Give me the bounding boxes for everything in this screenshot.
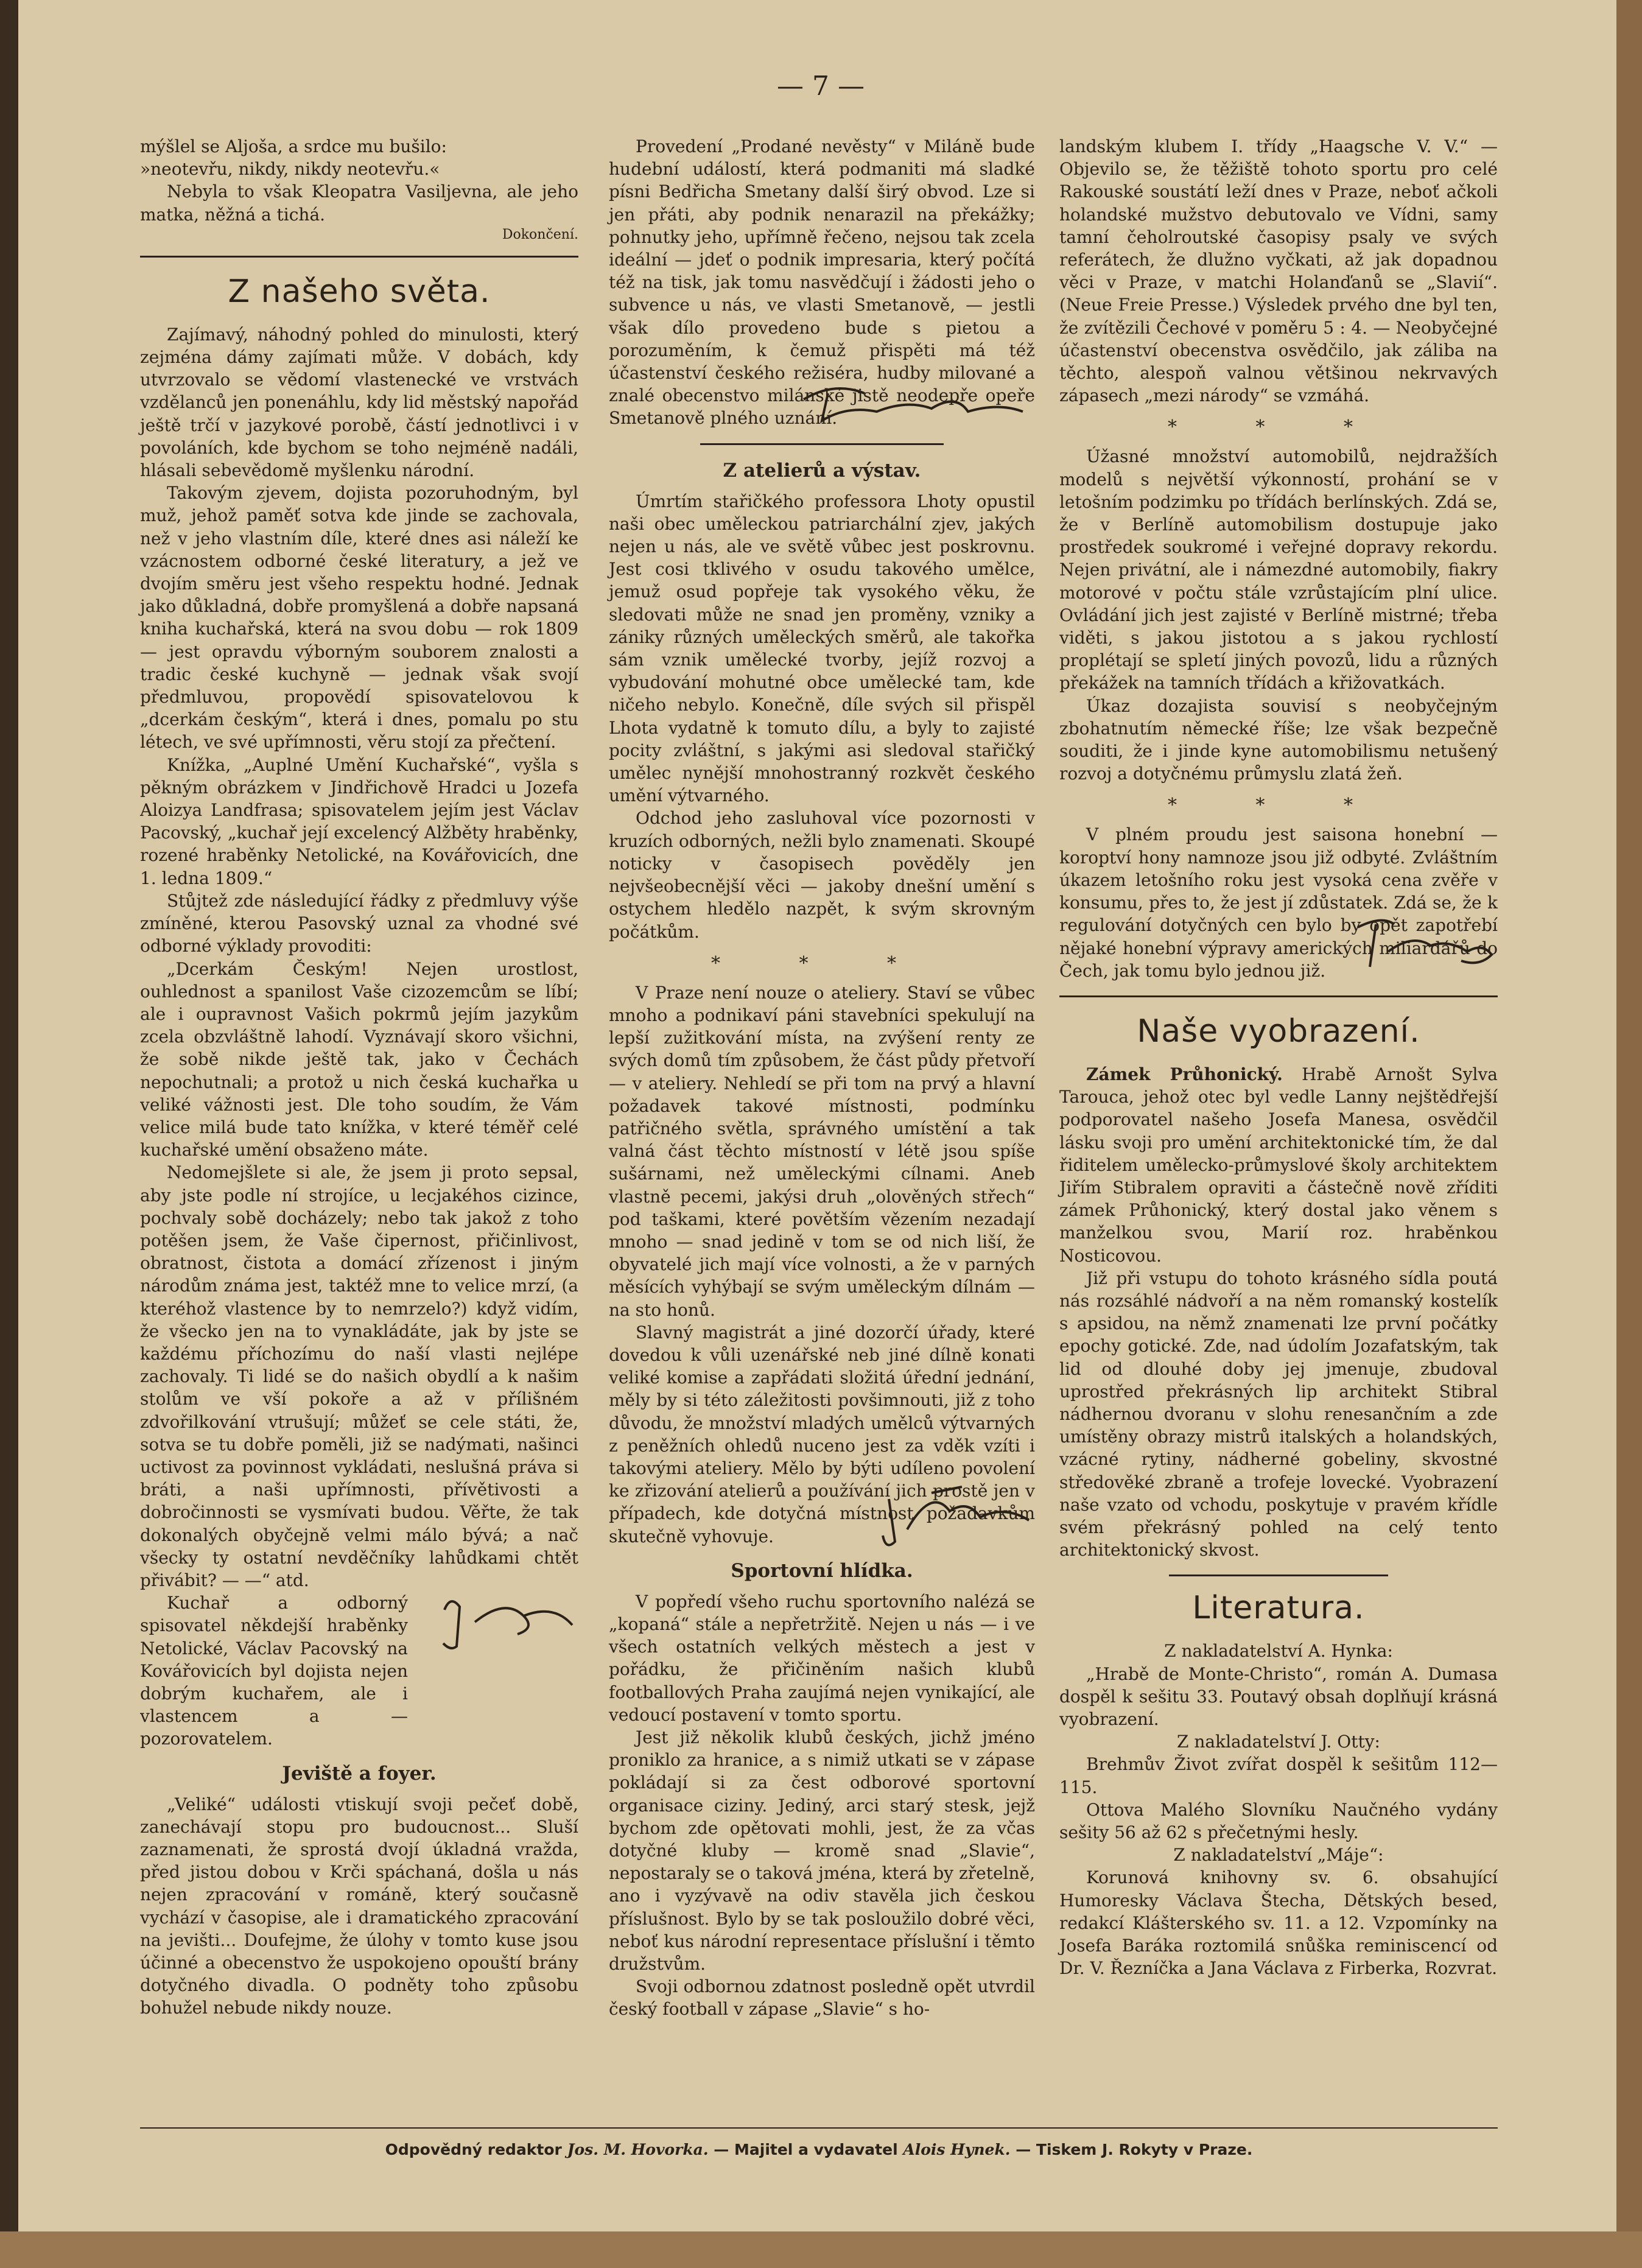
section-title-vyobrazeni: Naše vyobrazení. bbox=[1137, 1013, 1420, 1050]
column-left bbox=[140, 135, 578, 2020]
footer-divider bbox=[140, 2127, 1498, 2129]
literature-publisher: Z nakladatelství A. Hynka: bbox=[1164, 1641, 1393, 1662]
story-end-line: »neotevřu, nikdy, nikdy neotevřu.« bbox=[140, 159, 440, 180]
article-paragraph: Nedomejšlete si ale, že jsem ji proto sepsal, aby jste podle ní strojíce, u lecjakéhos cizince, pochvaly sobě docházely; nebo tak jakož z toho potěšen jsem, že Vaše čipernost, přičinlivost, obratnost, čistota a domácí zřízenost i jiným národům známa jest, taktéž mne to velice mrzí, (a kteréhož vlastence by to nemrzelo?) když vidím, že všecko jen na to vynakládáte, jak by jste se každému příchozímu do naší vlasti nejlépe zachovaly. Ti lidé se do našich obydlí a k našim stolům ve vší pokoře a až v přílišném zdvořilkování vtrušují; můžeť se cele státi, že, sotva se tu dobře poměli, již se nadýmati, našinci uctivost za povinnost vykládati, neslušná práva si bráti, a naši upřímnosti, přívětivosti a dobročinnosti se vysmívati budou. Věřte, že tak dokonalých obyčejně velmi málo bývá; a nač všecky ty ostatní nevděčníky lahůdkami chtět přivábit? — —“ atd. bbox=[140, 1162, 578, 1590]
footer-editor-label: Odpovědný redaktor bbox=[385, 2141, 562, 2158]
section-title-nas-svet: Z našeho světa. bbox=[228, 273, 491, 310]
page-edge bbox=[1616, 0, 1642, 2268]
literature-entry: „Hrabě de Monte-Christo“, román A. Dumasa dospěl k sešitu 33. Poutavý obsah doplňují krásná vyobrazení. bbox=[1059, 1663, 1498, 1729]
column-middle bbox=[609, 135, 1035, 2021]
handwritten-signature bbox=[798, 375, 1029, 430]
section-title-jeviste: Jeviště a foyer. bbox=[282, 1762, 437, 1785]
article-paragraph: V plném proudu jest saisona honební — koroptví hony namnoze jsou již odbyté. Zvláštním úkazem letošního roku jest vysoká cena zvěře v konsumu, přes to, že jest jí zdůstatek. Zdá se, že k regulování dotyčných cen bylo by opět zapotřebí nějaké honební výpravy amerických miliardářů do Čech, jak tomu bylo jednou již. bbox=[1059, 824, 1498, 981]
imprint-footer bbox=[140, 2141, 1498, 2158]
article-paragraph: Odchod jeho zasluhoval více pozornosti v kruzích odborných, nežli bylo znamenati. Skoupé noticky v časopisech pověděly jen nejvšeobecnější věci — jakoby dnešní umění s ostychem hledělo nazpět, k svým skrovným počátkům. bbox=[609, 808, 1035, 942]
article-paragraph: „Dcerkám Českým! Nejen urostlost, ouhlednost a spanilost Vaše cizozemcům se líbí; ale i oupravnost Vašich pokrmů jejím jazykům zcela obzvláštně lahodí. Vyznávají skoro všichni, že sobě nikde ještě tak, jako v Čechách nepochutnali; a protož u nich česká kuchařka u veliké vážnosti jest. Dle toho soudím, že Vám velice milá bude tato knížka, v které téměř celé kuchařské umění obsaženo máte. bbox=[140, 958, 578, 1160]
article-paragraph: Stůjtež zde následující řádky z předmluvy výše zmíněné, kterou Pasovský uznal za vhodné své odborné výklady provoditi: bbox=[140, 890, 578, 957]
literature-entry: Korunová knihovny sv. 6. obsahující Humoresky Václava Štecha, Dětských besed, redakcí Klášterského sv. 11. a 12. Vzpomínky na Josefa Baráka roztomilá snůška reminiscencí od Dr. V. Řezníčka a Jana Václava z Firberka, Rozvrat. bbox=[1059, 1867, 1498, 1979]
divider bbox=[700, 443, 944, 445]
literature-entry: Brehmův Život zvířat dospěl k sešitům 112—115. bbox=[1059, 1754, 1498, 1797]
handwritten-signature bbox=[432, 1592, 578, 1652]
article-paragraph: Zajímavý, náhodný pohled do minulosti, který zejména dámy zajímati může. V dobách, kdy utvrzovalo se vědomí vlastenecké ve vrstvách vzdělanců jen ponenáhlu, kdy lid městský napořád ještě trčí v jazykové porobě, částí jednotlivci i v povoláních, kde bychom se toho nejméně nadáli, hlásali sebevědomě myšlenku národní. bbox=[140, 324, 578, 481]
literature-publisher: Z nakladatelství „Máje“: bbox=[1173, 1845, 1384, 1866]
page-bottom-edge bbox=[0, 2231, 1642, 2268]
divider bbox=[140, 256, 578, 258]
story-end-line: Nebyla to však Kleopatra Vasiljevna, ale jeho matka, něžná a tichá. bbox=[140, 181, 578, 225]
story-end-line: mýšlel se Aljoša, a srdce mu bušilo: bbox=[140, 136, 447, 156]
article-paragraph: Kuchař a odborný spisovatel někdejší hraběnky Netolické, Václav Pacovský na Kovářovicích byl dojista nejen dobrým kuchařem, ale i vlastencem a — pozorovatelem. bbox=[140, 1593, 408, 1749]
page-number: — 7 — bbox=[777, 71, 865, 102]
signature-block bbox=[609, 1321, 1035, 1548]
divider bbox=[1169, 1575, 1388, 1576]
literature-publisher: Z nakladatelství J. Otty: bbox=[1177, 1732, 1380, 1752]
article-paragraph: Úmrtím stařičkého professora Lhoty opustil naši obec uměleckou patriarchální zjev, jakých nejen u nás, ale ve světě vůbec jest poskrovnu. Jest cosi tklivého v osudu takového umělce, jemuž osud popřeje tak vysokého věku, že sledovati může ne snad jen proměny, vzniky a zániky různých uměleckých směrů, ale takořka sám vznik umělecké tvorby, jejíž rozvoj a vybudování mohutné obce umělecké tam, kde ničeho nebylo. Konečně, díle svých sil přispěl Lhota vydatně k tomuto dílu, a byly to zajisté pocity zvláštní, s jakými asi sledoval stařičký umělec nynější mnohostranný rozkvět českého umění výtvarného. bbox=[609, 491, 1035, 806]
article-paragraph: Jest již několik klubů českých, jichž jméno proniklo za hranice, a s nimiž utkati se v zápase pokládají si za čest odborové sportovní organisace ciziny. Jediný, arci starý stesk, jejž bychom zde opětovati mohli, jest, že za včas dotyčné kluby — kromě snad „Slavie“, nepostaraly se o taková jména, která by zřetelně, ano i vyzývavě na odiv stavěla jich českou příslušnost. Bylo by se tak posloužilo dobré věci, neboť kus národní representace příslušní i těmto družstvům. bbox=[609, 1727, 1035, 1975]
article-paragraph: Již při vstupu do tohoto krásného sídla poutá nás rozsáhlé nádvoří a na něm romanský kostelík s apsidou, na němž znamenati lze první počátky epochy gotické. Zde, nad údolím Jozafatským, tak lid od dlouhé doby jej jmenuje, zbudoval uprostřed překrásných lip architekt Stibral nádhernou dvoranu v slohu renesančním a zde umístěny obrazy mistrů italských a holandských, vzácné rytiny, nádherné gobeliny, skvostné středověké zbraně a trofeje lovecké. Vyobrazení naše vzato od vchodu, poskytuje v pravém křídle svém překrásný pohled na celý tento architektonický skvost. bbox=[1059, 1268, 1498, 1561]
article-lead: Zámek Průhonický. bbox=[1086, 1064, 1283, 1084]
binding-edge bbox=[0, 0, 18, 2268]
article-paragraph: Provedení „Prodané nevěsty“ v Miláně bude hudební událostí, která podmaniti má sladké písni Bedřicha Smetany další širý obvod. Lze si jen přáti, aby podnik nenarazil na překážky; pohnutky jeho, upřímně řečeno, nejsou tak zcela ideální — jdeť o podnik impresaria, který počítá též na tisk, jak tomu nasvědčují i žádosti jeho o subvence u nás, ve vlasti Smetanově, — jestli však dílo provedeno bude s pietou a porozuměním, k čemuž přispěti má též účastenství českého režiséra, hudby milované a znalé obecenstvo milánské jistě neodepře opeře Smetanově plného uznání. bbox=[609, 136, 1035, 429]
signature-block bbox=[609, 135, 1035, 430]
footer-editor: Jos. M. Hovorka. bbox=[567, 2141, 709, 2158]
section-title-literatura: Literatura. bbox=[1192, 1590, 1365, 1627]
article-paragraph: V Praze není nouze o ateliery. Staví se vůbec mnoho a podnikaví páni stavebníci spekulují na lepší zužitkování místa, na zvýšení renty ze svých domů tím způsobem, že část půdy přetvoří — v ateliery. Nehledí se při tom na prvý a hlavní požadavek takové místnosti, podmínku patřičného světla, správného umístění a tak valná část těchto místností v létě jsou spíše sušárnami, než uměleckými cílnami. Aneb vlastně pecemi, jakýsi druh „olověných střech“ pod taškami, které povětším vězením nezadají mnoho — snad jedině v tom se od nich liší, že obyvatelé jich mají více volnosti, a že v parných měsících vyhýbají se svým uměleckým dílnám — na sto honů. bbox=[609, 982, 1035, 1320]
footer-publisher-label: — Majitel a vydavatel bbox=[714, 2141, 898, 2158]
article-paragraph bbox=[1059, 1063, 1498, 1267]
section-title-ateliery: Z atelierů a výstav. bbox=[723, 459, 921, 482]
literature-entry: Ottova Malého Slovníku Naučného vydány sešity 56 až 62 s přečetnými hesly. bbox=[1059, 1799, 1498, 1842]
article-paragraph: Slavný magistrát a jiné dozorčí úřady, které dovedou k vůli uzenářské neb jiné dílně konati veliké komise a zapřádati složitá úřední jednání, měly by si této záležitosti povšimnouti, již z toho důvodu, že množství mladých umělců výtvarných z peněžních ohledů nuceno jest za vděk vzíti i takovými ateliery. Mělo by býti udíleno povolení ke zřizování atelierů a používání jich prostě jen v případech, kde dotyčná místnost požadavkům skutečně vyhovuje. bbox=[609, 1322, 1035, 1547]
article-paragraph: V popředí všeho ruchu sportovního nalézá se „kopaná“ stále a nepřetržitě. Nejen u nás — i ve všech ostatních velkých městech a jest v pořádku, že přičiněním našich klubů footballových Praha zaujímá nejen vynikající, ale vedoucí postavení v tomto sportu. bbox=[609, 1591, 1035, 1725]
section-separator-stars: * * * bbox=[710, 952, 933, 974]
article-paragraph: landským klubem I. třídy „Haagsche V. V.“ — Objevilo se, že těžiště tohoto sportu pro celé Rakouské soustátí leží dnes v Praze, neboť ačkoli holandské mužstvo debutovalo ve Vídni, samy tamní čeholroutské časopisy psaly ve svých referátech, že dlužno vyčkati, až jak dopadnou věci v Praze, v matchi Holanďanů se „Slavií“. (Neue Freie Presse.) Výsledek prvého dne byl ten, že zvítězili Čechové v poměru 5 : 4. — Neobyčejné účastenství obecenstva osvědčilo, jak záliba na těchto, alespoň valnou většinou nekrvavých zápasech „mezi národy“ se vzmáhá. bbox=[1059, 136, 1498, 406]
article-paragraph: Úžasné množství automobilů, nejdražších modelů s největší výkonností, prohání se v letošním podzimku po třídách berlínských. Zdá se, že v Berlíně automobilism dostupuje jako prostředek soukromé i veřejné dopravy rekordu. Nejen privátní, ale i námezdné automobily, fiakry motorové v počtu stále vzrůstajícím plní ulice. Ovládání jich jest zajisté v Berlíně mistrné; třeba viděti, s jakou jistotou a s jakou rychlostí proplétají se spletí jiných povozů, lidu a různých překážek na tamních třídách a křižovatkách. bbox=[1059, 446, 1498, 693]
article-paragraph: Svoji odbornou zdatnost posledně opět utvrdil český football v zápase „Slavie“ s ho- bbox=[609, 1976, 1035, 2020]
article-lead-text: Hrabě Arnošt Sylva Tarouca, jehož otec byl vedle Lanny nejštědřejší podporovatel našeho Josefa Manesa, osvědčil lásku svoji pro umění architektonické tím, že dal řiditelem umělecko-průmyslové školy architektem Jiřím Stibralem opraviti a částečně nově zříditi zámek Průhonický, který dostal jako věnem s manželkou svou, Marií roz. hraběnkou Nosticovou. bbox=[1059, 1064, 1498, 1266]
article-paragraph: Takovým zjevem, dojista pozoruhodným, byl muž, jehož paměť sotva kde jinde se zachovala, než v jeho vlastním díle, které dnes asi náleží ke vzácnostem odborné české literatury, a jež ve dvojím směru jest všeho respektu hodné. Jednak jako důkladná, dobře promyšlená a dobře napsaná kniha kuchařská, která na svou dobu — rok 1809 — jest opravdu výborným souborem znalosti a tradic české kuchyně — jednak však svojí předmluvou, propovědí spisovatelovou k „dcerkám českým“, která i dnes, pomalu po stu létech, ve své upřímnosti, věru stojí za přečtení. bbox=[140, 483, 578, 753]
article-paragraph: Úkaz dozajista souvisí s neobyčejným zbohatnutím německé říše; lze však bezpečně souditi, že i jinde kyne automobilismu netušený rozvoj a dotyčnému průmyslu zlatá žeň. bbox=[1059, 695, 1498, 784]
section-separator-stars: * * * bbox=[1167, 416, 1390, 438]
signature-block bbox=[140, 1592, 578, 1750]
column-right bbox=[1059, 135, 1498, 1979]
section-title-sport: Sportovní hlídka. bbox=[731, 1559, 913, 1582]
article-paragraph: Knížka, „Auplné Umění Kuchařské“, vyšla s pěkným obrázkem v Jindřichově Hradci u Jozefa Aloizya Landfrasa; spisovatelem jejím jest Václav Pacovský, „kuchař její excelencý Alžběty hraběnky, rozené hraběnky Netolické, na Kovářovicích, dne 1. ledna 1809.“ bbox=[140, 754, 578, 888]
footer-printer: — Tiskem J. Rokyty v Praze. bbox=[1016, 2141, 1253, 2158]
story-end-tag: Dokončení. bbox=[502, 226, 578, 242]
article-paragraph: „Veliké“ události vtiskují svoji pečeť době, zanechávají stopu pro budoucnost... Sluší zaznamenati, že sprostá dvojí úkladná vražda, před jistou dobou v Krči spáchaná, došla u nás nejen zpracování v románě, který současně vychází v časopise, ale i dramatického zpracování na jevišti... Doufejme, že úlohy v tomto kuse jsou účinné a obecenstvo že uspokojeno opouští brány dotyčného divadla. O podněty toho způsobu bohužel nebude nikdy nouze. bbox=[140, 1794, 578, 2018]
section-separator-stars: * * * bbox=[1167, 795, 1390, 816]
divider bbox=[1059, 995, 1498, 997]
signature-block bbox=[1059, 823, 1498, 981]
handwritten-signature bbox=[1346, 909, 1498, 976]
handwritten-signature bbox=[877, 1475, 1035, 1554]
footer-publisher: Alois Hynek. bbox=[903, 2141, 1011, 2158]
